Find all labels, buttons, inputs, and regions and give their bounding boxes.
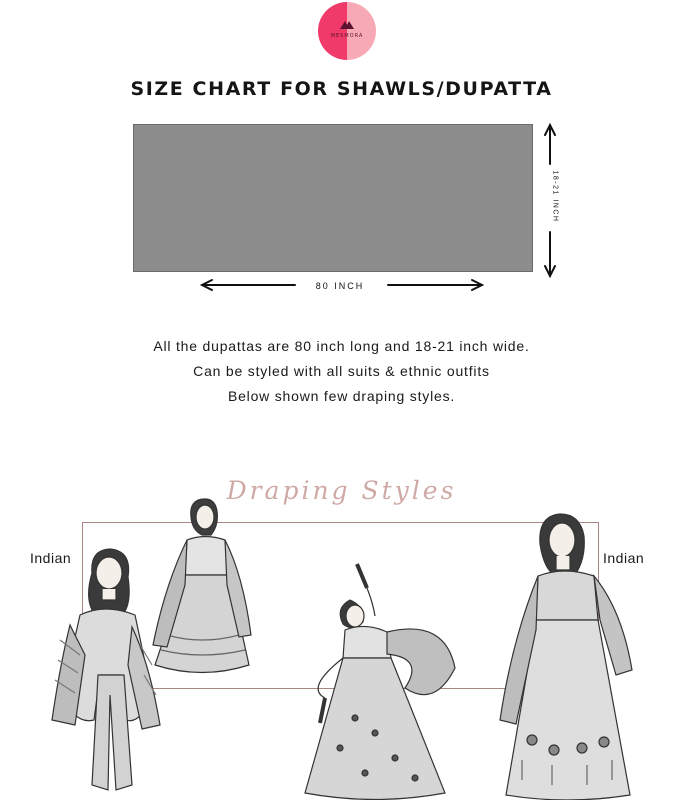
anarkali-figure	[147, 495, 257, 685]
page-title: SIZE CHART FOR SHAWLS/DUPATTA	[130, 78, 553, 100]
brand-name: MESMORA	[330, 33, 364, 39]
height-label: 18-21 INCH	[551, 170, 559, 223]
info-line-length: All the dupattas are 80 inch long and 18-21 inch wide.	[153, 338, 530, 354]
dimension-arrows	[0, 0, 683, 320]
lehenga-dancer-figure	[295, 558, 475, 800]
info-line-draping: Below shown few draping styles.	[227, 388, 456, 404]
width-label: 80 INCH	[315, 281, 365, 291]
label-indian-right: Indian	[603, 550, 645, 566]
label-indian-left: Indian	[30, 550, 72, 566]
info-line-styling: Can be styled with all suits & ethnic outfits	[193, 363, 490, 379]
draping-styles-heading: Draping Styles	[226, 476, 457, 505]
